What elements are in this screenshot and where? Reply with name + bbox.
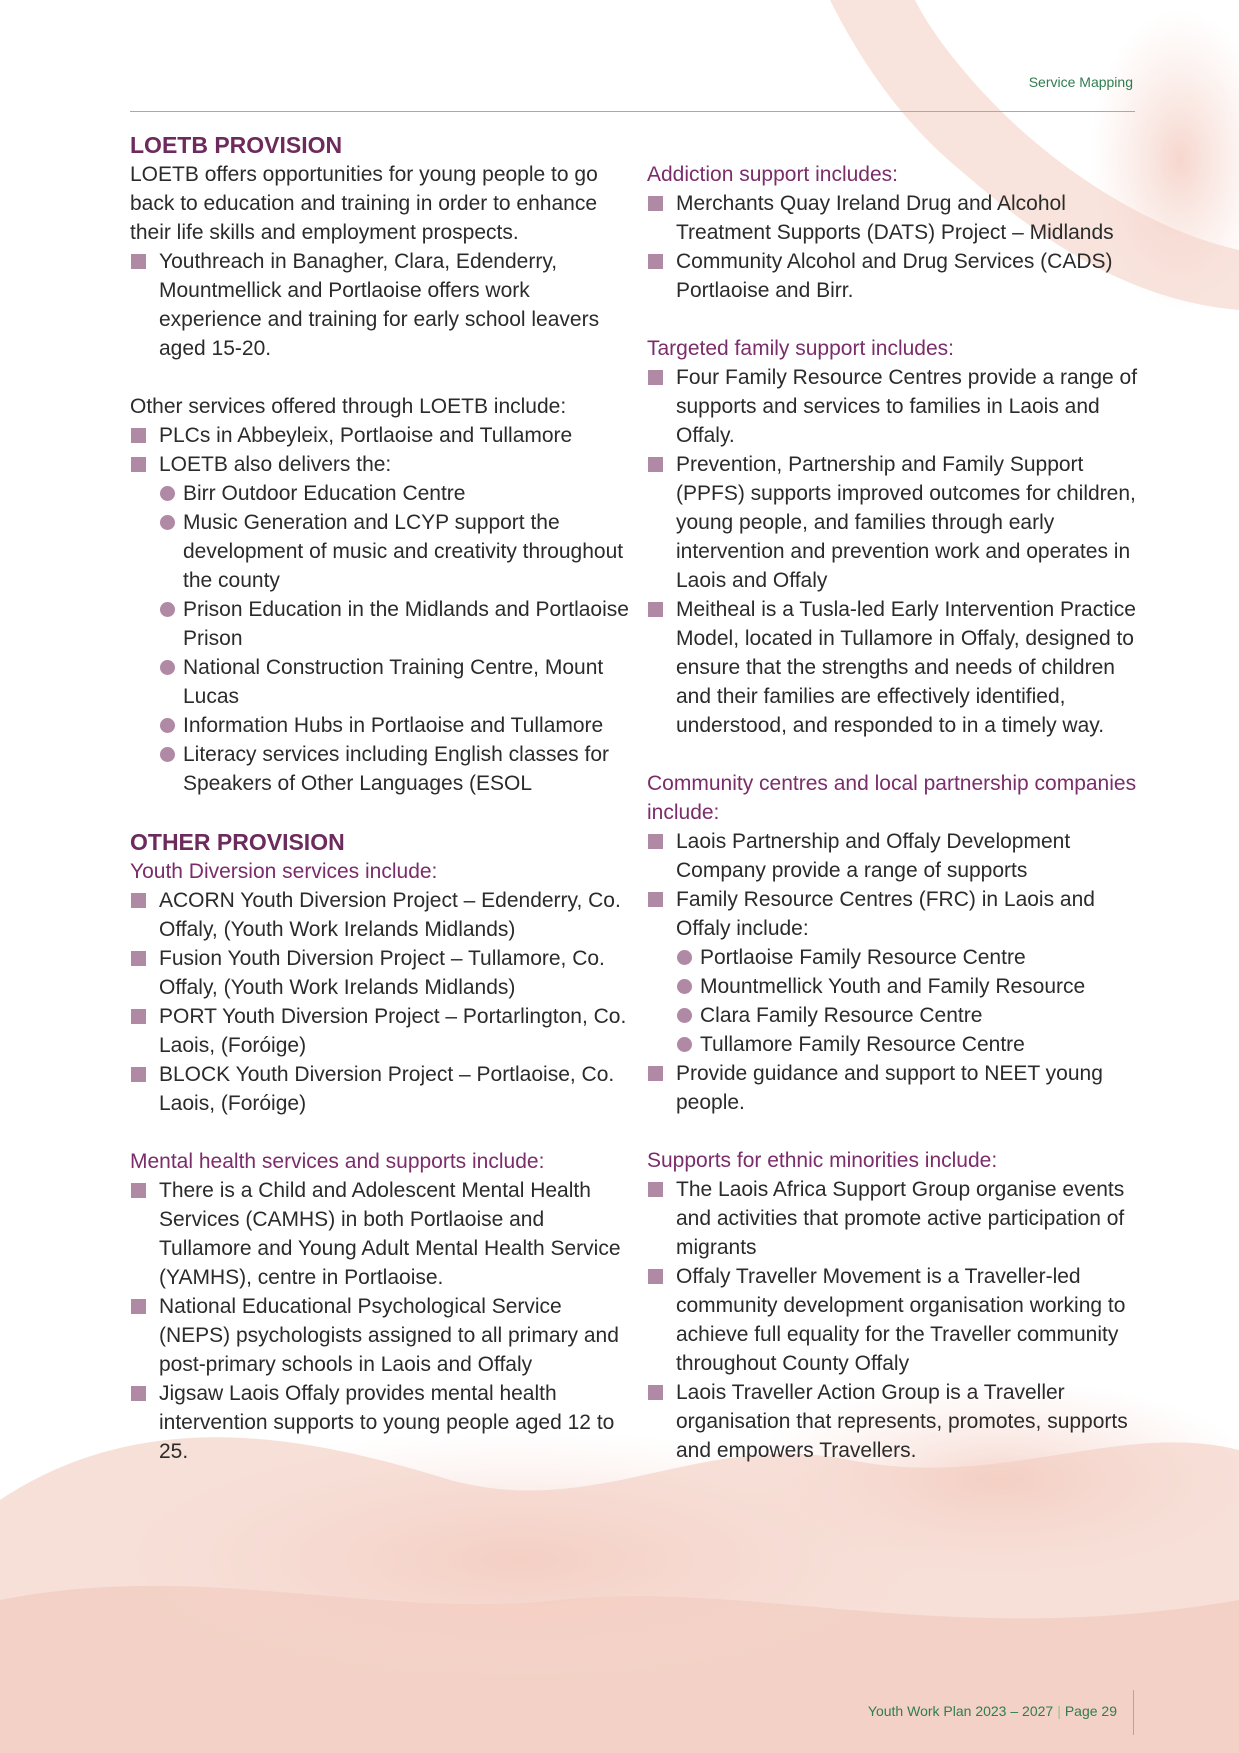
sublist-item: Prison Education in the Midlands and Portlaoise Prison [159,595,630,653]
sublist-item: Literacy services including English classes for Speakers of Other Languages (ESOL [159,740,630,798]
loetb-intro: LOETB offers opportunities for young people to go back to education and training in order to enhance their life skills and employment prospects. [130,163,598,244]
list-item: Four Family Resource Centres provide a range of supports and services to families in Laois and Offaly. [647,363,1147,450]
community-heading: Community centres and local partnership companies include: [647,772,1137,824]
youth-diversion-heading: Youth Diversion services include: [130,860,438,883]
sublist-item: Tullamore Family Resource Centre [676,1030,1147,1059]
sublist-item: Music Generation and LCYP support the development of music and creativity throughout the county [159,508,630,595]
other-services-list [130,421,630,798]
list-item: Laois Partnership and Offaly Development Company provide a range of supports [647,827,1147,885]
left-column [130,130,630,1466]
list-item: Community Alcohol and Drug Services (CADS) Portlaoise and Birr. [647,247,1147,305]
family-support-list [647,363,1147,740]
list-item: Provide guidance and support to NEET young people. [647,1059,1147,1117]
list-item: ACORN Youth Diversion Project – Edenderry, Co. Offaly, (Youth Work Irelands Midlands) [130,886,630,944]
list-item: Offaly Traveller Movement is a Traveller-led community development organisation working to achieve full equality for the Traveller community throughout County Offaly [647,1262,1147,1378]
plan-title: Youth Work Plan 2023 – 2027 [867,1703,1054,1719]
header-divider [130,111,1135,112]
addiction-heading: Addiction support includes: [647,163,898,186]
other-services-intro: Other services offered through LOETB include: [130,395,567,418]
list-item: BLOCK Youth Diversion Project – Portlaoise, Co. Laois, (Foróige) [130,1060,630,1118]
right-column [647,160,1147,1465]
list-item-label: Family Resource Centres (FRC) in Laois and Offaly include: [676,888,1095,940]
list-item: National Educational Psychological Service (NEPS) psychologists assigned to all primary and post-primary schools in Laois and Offaly [130,1292,630,1379]
page-footer [868,1703,1117,1719]
frc-sublist [676,943,1147,1059]
list-item: Laois Traveller Action Group is a Traveller organisation that represents, promotes, supports and empowers Travellers. [647,1378,1147,1465]
section-label: Service Mapping [1028,74,1133,90]
page-number: Page 29 [1064,1703,1117,1719]
sublist-item: Portlaoise Family Resource Centre [676,943,1147,972]
list-item: Fusion Youth Diversion Project – Tullamore, Co. Offaly, (Youth Work Irelands Midlands) [130,944,630,1002]
list-item: PORT Youth Diversion Project – Portarlington, Co. Laois, (Foróige) [130,1002,630,1060]
delivers-sublist [159,479,630,798]
list-item-label: LOETB also delivers the: [159,453,392,476]
loetb-list [130,247,630,363]
ethnic-minorities-list [647,1175,1147,1465]
sublist-item: Mountmellick Youth and Family Resource [676,972,1147,1001]
footer-separator: | [1057,1703,1061,1719]
other-provision-title: OTHER PROVISION [130,829,345,855]
list-item [130,450,630,798]
list-item: PLCs in Abbeyleix, Portlaoise and Tullamore [130,421,630,450]
list-item: Youthreach in Banagher, Clara, Edenderry, Mountmellick and Portlaoise offers work experience and training for early school leavers aged 15-20. [130,247,630,363]
youth-diversion-list [130,886,630,1118]
list-item: Jigsaw Laois Offaly provides mental health intervention supports to young people aged 12 to 25. [130,1379,630,1466]
list-item: The Laois Africa Support Group organise events and activities that promote active participation of migrants [647,1175,1147,1262]
loetb-provision-title: LOETB PROVISION [130,132,343,158]
list-item: Prevention, Partnership and Family Support (PPFS) supports improved outcomes for children, young people, and families through early intervention and prevention work and operates in Laois and Offaly [647,450,1147,595]
list-item: Merchants Quay Ireland Drug and Alcohol Treatment Supports (DATS) Project – Midlands [647,189,1147,247]
sublist-item: Clara Family Resource Centre [676,1001,1147,1030]
list-item: Meitheal is a Tusla-led Early Intervention Practice Model, located in Tullamore in Offaly, designed to ensure that the strengths and needs of children and their families are effectively identified, understood, and responded to in a timely way. [647,595,1147,740]
sublist-item: Birr Outdoor Education Centre [159,479,630,508]
community-list [647,827,1147,1117]
list-item [647,885,1147,1059]
addiction-list [647,189,1147,305]
sublist-item: Information Hubs in Portlaoise and Tullamore [159,711,630,740]
list-item: There is a Child and Adolescent Mental Health Services (CAMHS) in both Portlaoise and Tullamore and Young Adult Mental Health Service (YAMHS), centre in Portlaoise. [130,1176,630,1292]
mental-health-list [130,1176,630,1466]
ethnic-minorities-heading: Supports for ethnic minorities include: [647,1149,998,1172]
footer-divider [1133,1690,1134,1735]
sublist-item: National Construction Training Centre, Mount Lucas [159,653,630,711]
family-support-heading: Targeted family support includes: [647,337,954,360]
mental-health-heading: Mental health services and supports include: [130,1150,545,1173]
